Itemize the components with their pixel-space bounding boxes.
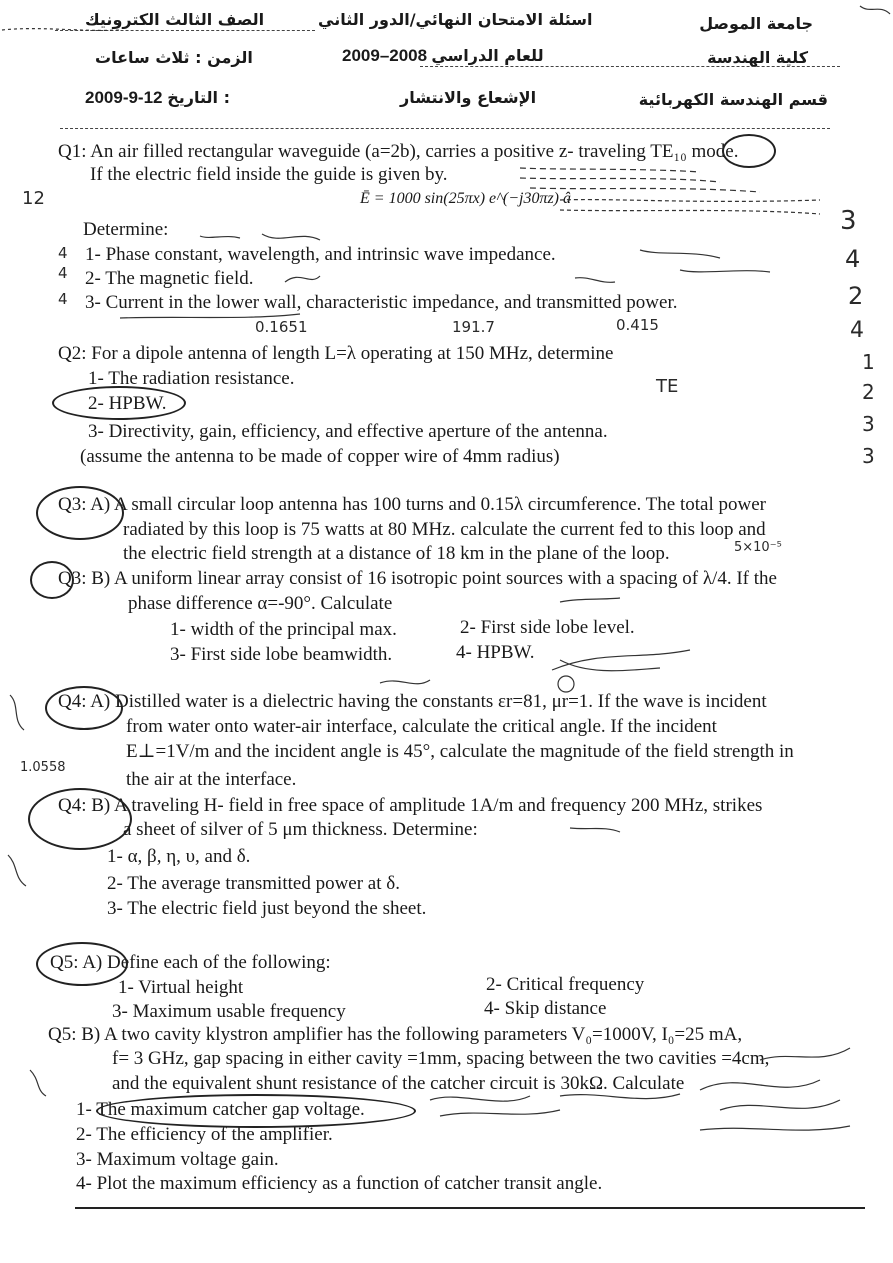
- q2-item-3: 3- Directivity, gain, efficiency, and effective aperture of the antenna.: [88, 421, 608, 442]
- q2-note: (assume the antenna to be made of copper wire of 4mm radius): [80, 446, 560, 467]
- hand-q1-mark-1: 4: [58, 244, 68, 262]
- q4a-line-1: Q4: A) Distilled water is a dielectric having the constants εr=81, μr=1. If the wave is incident: [58, 691, 767, 712]
- q5b-line-2: f= 3 GHz, gap spacing in either cavity =1mm, spacing between the two cavities =4cm,: [112, 1048, 770, 1069]
- q5b-item-3: 3- Maximum voltage gain.: [76, 1149, 279, 1170]
- exam-title: اسئلة الامتحان النهائي/الدور الثاني: [318, 10, 593, 29]
- q2-line-1: Q2: For a dipole antenna of length L=λ operating at 150 MHz, determine: [58, 343, 614, 364]
- q2-item-1: 1- The radiation resistance.: [88, 368, 295, 389]
- q3a-line-2: radiated by this loop is 75 watts at 80 MHz. calculate the current fed to this loop and: [123, 519, 766, 540]
- hand-q4-note: 1.0558: [20, 760, 66, 775]
- date-label: التاريخ :: [167, 88, 230, 107]
- hand-margin-3: 2: [848, 282, 864, 310]
- q3b-item-4: 4- HPBW.: [456, 642, 535, 663]
- hand-te-note: TE: [656, 376, 679, 397]
- q1-line-2: If the electric field inside the guide is given by.: [90, 164, 448, 185]
- date-value: 2009-9-12: [85, 88, 163, 107]
- q3b-item-1: 1- width of the principal max.: [170, 619, 397, 640]
- hand-margin-6: 2: [862, 380, 875, 404]
- hand-num-3: 0.415: [616, 316, 659, 334]
- q2-item-2: 2- HPBW.: [88, 393, 167, 414]
- q3b-item-2: 2- First side lobe level.: [460, 617, 635, 638]
- q5b-item-4: 4- Plot the maximum efficiency as a function of catcher transit angle.: [76, 1173, 603, 1194]
- exam-duration: الزمن : ثلاث ساعات: [95, 48, 253, 67]
- q4a-line-4: the air at the interface.: [126, 769, 297, 790]
- hand-q3-note: 5×10⁻⁵: [734, 540, 782, 555]
- q5a-item-4: 4- Skip distance: [484, 998, 607, 1019]
- hand-q1-mark-2: 4: [58, 264, 68, 282]
- q4b-line-1: Q4: B) A traveling H- field in free space of amplitude 1A/m and frequency 200 MHz, strikes: [58, 795, 763, 816]
- academic-year-value: 2009–2008: [342, 46, 428, 65]
- q1-determine: Determine:: [83, 219, 169, 240]
- hand-q1-mark-3: 4: [58, 290, 68, 308]
- q1-line-1: Q1: An air filled rectangular waveguide (a=2b), carries a positive z- traveling TE₁₀ mode.: [58, 141, 739, 162]
- hand-margin-7: 3: [862, 412, 875, 436]
- q5b-item-1: 1- The maximum catcher gap voltage.: [76, 1099, 365, 1120]
- class-level: الصف الثالث الكترونيك: [85, 10, 265, 29]
- hand-margin-8: 3: [862, 444, 875, 468]
- q4a-line-3: E⊥=1V/m and the incident angle is 45°, calculate the magnitude of the field strength in: [126, 741, 794, 762]
- q5a-item-2: 2- Critical frequency: [486, 974, 645, 995]
- q4b-line-2: a sheet of silver of 5 μm thickness. Determine:: [123, 819, 478, 840]
- q4b-item-2: 2- The average transmitted power at δ.: [107, 873, 400, 894]
- q1-item-1: 1- Phase constant, wavelength, and intrinsic wave impedance.: [85, 244, 556, 265]
- q5a-item-3: 3- Maximum usable frequency: [112, 1001, 346, 1022]
- q5a-line-1: Q5: A) Define each of the following:: [50, 952, 331, 973]
- hand-margin-1: 3: [840, 206, 857, 236]
- q3a-line-3: the electric field strength at a distance of 18 km in the plane of the loop.: [123, 543, 670, 564]
- q5a-item-1: 1- Virtual height: [118, 977, 244, 998]
- department-name: قسم الهندسة الكهربائية: [638, 90, 828, 109]
- university-name: جامعة الموصل: [699, 14, 813, 33]
- q4b-item-1: 1- α, β, η, υ, and δ.: [107, 846, 251, 867]
- q1-item-3: 3- Current in the lower wall, characteristic impedance, and transmitted power.: [85, 292, 678, 313]
- q3b-line-2: phase difference α=-90°. Calculate: [128, 593, 393, 614]
- hand-margin-5: 1: [862, 350, 875, 374]
- q5b-item-2: 2- The efficiency of the amplifier.: [76, 1124, 333, 1145]
- hand-num-2: 191.7: [452, 318, 495, 336]
- q3b-item-3: 3- First side lobe beamwidth.: [170, 644, 393, 665]
- college-name: كلية الهندسة: [707, 48, 808, 67]
- q3b-line-1: Q3: B) A uniform linear array consist of 16 isotropic point sources with a spacing of λ/4. If the: [58, 568, 777, 589]
- q5b-line-3: and the equivalent shunt resistance of the catcher circuit is 30kΩ. Calculate: [112, 1073, 685, 1094]
- hand-score-q1: 12: [22, 188, 45, 209]
- q1-equation: Ē = 1000 sin(25πx) e^(−j30πz) â: [360, 190, 572, 207]
- hand-num-1: 0.1651: [255, 318, 308, 336]
- hand-margin-4: 4: [850, 318, 864, 343]
- q1-item-2: 2- The magnetic field.: [85, 268, 254, 289]
- q4a-line-2: from water onto water-air interface, calculate the critical angle. If the incident: [126, 716, 717, 737]
- q5b-line-1: Q5: B) A two cavity klystron amplifier has the following parameters V₀=1000V, I₀=25 mA,: [48, 1024, 743, 1045]
- q4b-item-3: 3- The electric field just beyond the sheet.: [107, 898, 427, 919]
- hand-margin-2: 4: [845, 245, 861, 273]
- academic-year-label: للعام الدراسي: [431, 46, 544, 65]
- q3a-line-1: Q3: A) A small circular loop antenna has 100 turns and 0.15λ circumference. The total power: [58, 494, 766, 515]
- subject-name: الإشعاع والانتشار: [400, 88, 537, 107]
